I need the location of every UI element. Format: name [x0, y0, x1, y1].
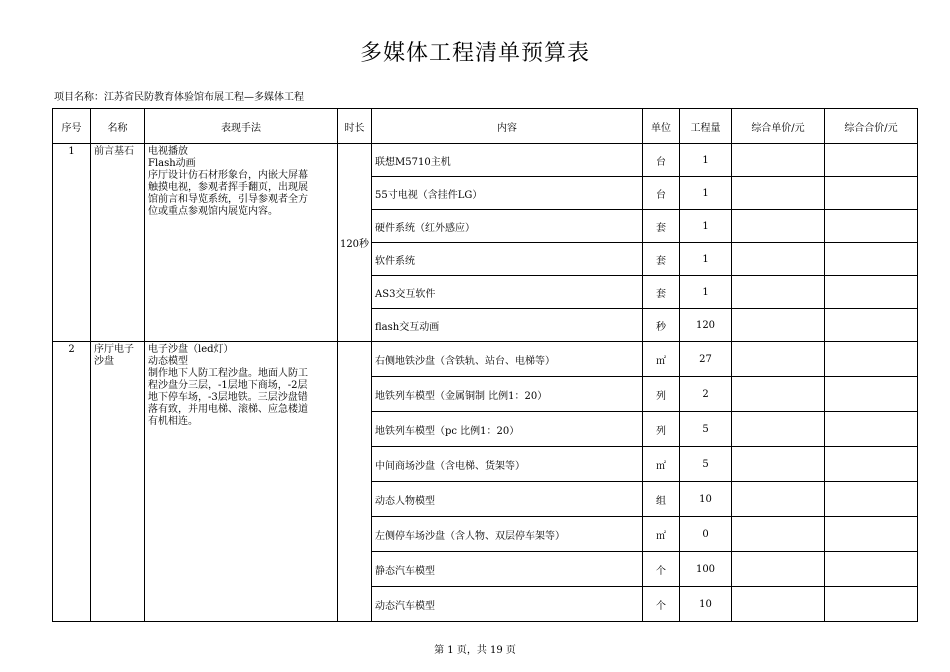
header-qty: 工程量 — [680, 109, 732, 144]
item-qty: 10 — [680, 587, 732, 622]
item-total-price — [825, 309, 918, 342]
row-no: 1 — [53, 144, 91, 342]
item-unit: 套 — [643, 210, 680, 243]
method-line: 馆前言和导览系统，引导参观者全方 — [148, 194, 308, 205]
name-line: 序厅电子 — [94, 344, 134, 355]
item-unit: 个 — [643, 587, 680, 622]
item-unit-price — [732, 144, 825, 177]
item-unit: ㎡ — [643, 447, 680, 482]
method-line: 触摸电视，参观者挥手翻页，出现展 — [148, 182, 308, 193]
item-unit-price — [732, 552, 825, 587]
item-total-price — [825, 377, 918, 412]
item-unit: 列 — [643, 377, 680, 412]
item-content: 动态汽车模型 — [372, 587, 643, 622]
item-total-price — [825, 276, 918, 309]
item-qty: 1 — [680, 144, 732, 177]
item-unit-price — [732, 587, 825, 622]
row-no: 2 — [53, 342, 91, 622]
row-duration — [338, 342, 372, 622]
item-content: flash交互动画 — [372, 309, 643, 342]
header-duration: 时长 — [338, 109, 372, 144]
item-unit: 套 — [643, 276, 680, 309]
item-unit-price — [732, 177, 825, 210]
method-line: 落有致，并用电梯、滚梯、应急楼道 — [148, 404, 308, 415]
item-content: 联想M5710主机 — [372, 144, 643, 177]
item-qty: 1 — [680, 177, 732, 210]
item-content: 55寸电视（含挂件LG） — [372, 177, 643, 210]
item-total-price — [825, 587, 918, 622]
item-qty: 5 — [680, 412, 732, 447]
page-footer: 第 1 页，共 19 页 — [434, 645, 516, 656]
item-qty: 1 — [680, 243, 732, 276]
header-content: 内容 — [372, 109, 643, 144]
item-total-price — [825, 517, 918, 552]
item-qty: 5 — [680, 447, 732, 482]
item-total-price — [825, 447, 918, 482]
item-content: 静态汽车模型 — [372, 552, 643, 587]
method-line: 位或重点参观馆内展览内容。 — [148, 206, 278, 217]
method-line: 程沙盘分三层，-1层地下商场，-2层 — [148, 380, 308, 391]
method-line: 动态模型 — [148, 356, 188, 367]
item-content: 中间商场沙盘（含电梯、货架等） — [372, 447, 643, 482]
item-content: 地铁列车模型（金属铜制 比例1：20） — [372, 377, 643, 412]
item-total-price — [825, 210, 918, 243]
item-unit: 台 — [643, 144, 680, 177]
method-line: 电视播放 — [148, 146, 188, 157]
item-content: 软件系统 — [372, 243, 643, 276]
item-unit: 台 — [643, 177, 680, 210]
item-unit: 个 — [643, 552, 680, 587]
header-name: 名称 — [91, 109, 145, 144]
item-qty: 120 — [680, 309, 732, 342]
item-qty: 0 — [680, 517, 732, 552]
item-total-price — [825, 412, 918, 447]
item-content: 硬件系统（红外感应） — [372, 210, 643, 243]
method-line: 地下停车场，-3层地铁。三层沙盘错 — [148, 392, 308, 403]
item-unit-price — [732, 243, 825, 276]
row-method — [145, 342, 338, 622]
item-unit-price — [732, 482, 825, 517]
method-line: 电子沙盘（led灯） — [148, 344, 234, 355]
row-name: 前言基石 — [91, 144, 145, 342]
item-qty: 27 — [680, 342, 732, 377]
item-total-price — [825, 144, 918, 177]
header-total-price: 综合合价/元 — [825, 109, 918, 144]
item-content: 地铁列车模型（pc 比例1：20） — [372, 412, 643, 447]
item-qty: 1 — [680, 210, 732, 243]
item-unit-price — [732, 342, 825, 377]
item-unit: 套 — [643, 243, 680, 276]
project-name: 项目名称：江苏省民防教育体验馆布展工程—多媒体工程 — [54, 92, 304, 103]
item-unit-price — [732, 412, 825, 447]
header-unit-price: 综合单价/元 — [732, 109, 825, 144]
table-header-row — [53, 109, 918, 144]
item-total-price — [825, 177, 918, 210]
budget-table — [52, 108, 918, 622]
item-unit: 列 — [643, 412, 680, 447]
item-content: 动态人物模型 — [372, 482, 643, 517]
item-unit: ㎡ — [643, 517, 680, 552]
item-content: 右侧地铁沙盘（含铁轨、站台、电梯等） — [372, 342, 643, 377]
item-content: AS3交互软件 — [372, 276, 643, 309]
header-method: 表现手法 — [145, 109, 338, 144]
page-title: 多媒体工程清单预算表 — [359, 41, 590, 66]
item-qty: 10 — [680, 482, 732, 517]
row-name — [91, 342, 145, 622]
item-content: 左侧停车场沙盘（含人物、双层停车架等） — [372, 517, 643, 552]
item-unit: 秒 — [643, 309, 680, 342]
item-qty: 2 — [680, 377, 732, 412]
name-line: 沙盘 — [94, 356, 114, 367]
row-method — [145, 144, 338, 342]
item-unit-price — [732, 309, 825, 342]
table-row — [53, 144, 918, 177]
header-no: 序号 — [53, 109, 91, 144]
method-line: Flash动画 — [148, 158, 196, 169]
item-total-price — [825, 342, 918, 377]
item-qty: 100 — [680, 552, 732, 587]
method-line: 制作地下人防工程沙盘。地面人防工 — [148, 368, 308, 379]
item-total-price — [825, 482, 918, 517]
item-total-price — [825, 552, 918, 587]
item-unit: ㎡ — [643, 342, 680, 377]
method-line: 有机相连。 — [148, 416, 198, 427]
item-qty: 1 — [680, 276, 732, 309]
item-unit-price — [732, 210, 825, 243]
row-duration: 120秒 — [338, 144, 372, 342]
method-line: 序厅设计仿石材形象台，内嵌大屏幕 — [148, 170, 308, 181]
item-total-price — [825, 243, 918, 276]
item-unit-price — [732, 447, 825, 482]
table-row — [53, 342, 918, 377]
item-unit-price — [732, 517, 825, 552]
item-unit: 组 — [643, 482, 680, 517]
item-unit-price — [732, 377, 825, 412]
header-unit: 单位 — [643, 109, 680, 144]
item-unit-price — [732, 276, 825, 309]
